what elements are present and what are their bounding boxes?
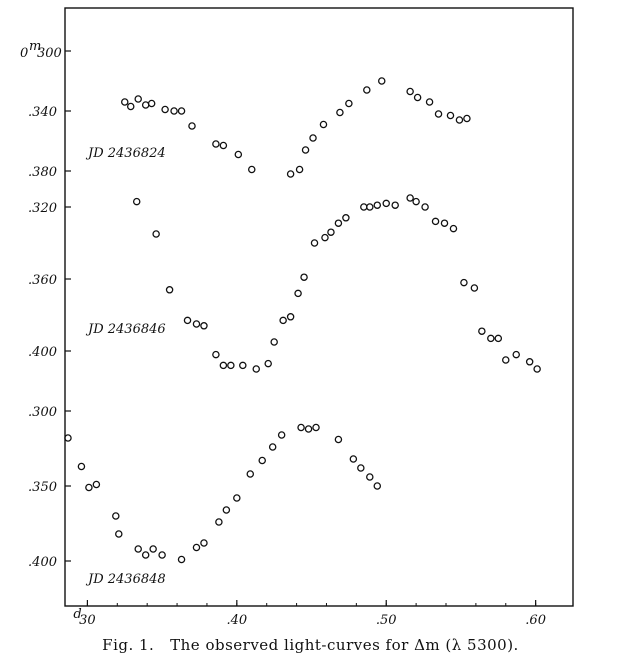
y-tick-label: .380 [28, 165, 57, 180]
figure-caption [0, 636, 621, 654]
y-tick-label: .360 [28, 273, 57, 288]
data-point [346, 100, 352, 106]
y-tick-label-prefix: 0 [20, 46, 29, 61]
data-point [86, 484, 92, 490]
data-point [495, 335, 501, 341]
y-tick-label-superscript: m [29, 39, 42, 54]
data-point [143, 552, 149, 558]
data-point [392, 202, 398, 208]
data-point [527, 359, 533, 365]
data-point [135, 546, 141, 552]
data-point [471, 285, 477, 291]
data-point [503, 357, 509, 363]
data-point [464, 115, 470, 121]
data-point [201, 323, 207, 329]
y-tick-label: .340 [28, 105, 57, 120]
data-point [213, 141, 219, 147]
x-tick-label: .40 [226, 613, 248, 628]
y-tick-label: 300 [37, 46, 62, 61]
y-tick-label: .350 [28, 480, 57, 495]
data-point [265, 361, 271, 367]
data-point [328, 229, 334, 235]
data-point [320, 121, 326, 127]
data-point [337, 109, 343, 115]
data-point [240, 362, 246, 368]
data-point [322, 235, 328, 241]
data-point [513, 352, 519, 358]
data-point [220, 142, 226, 148]
y-tick-label: .400 [28, 555, 57, 570]
data-point [193, 544, 199, 550]
data-point [432, 218, 438, 224]
data-point [301, 274, 307, 280]
data-point [335, 220, 341, 226]
data-point [534, 366, 540, 372]
x-tick-prefix: d [73, 607, 82, 622]
data-point [249, 166, 255, 172]
figure-caption-text: The observed light-curves for Δm (λ 5300). [170, 636, 519, 654]
series-labels [85, 146, 166, 587]
data-point [302, 147, 308, 153]
data-point [189, 123, 195, 129]
data-point [364, 87, 370, 93]
series-label: JD 2436846 [88, 322, 166, 337]
data-point [228, 362, 234, 368]
data-point [259, 457, 265, 463]
data-point [361, 204, 367, 210]
data-point [122, 99, 128, 105]
data-point [116, 531, 122, 537]
data-point [128, 103, 134, 109]
data-point [379, 78, 385, 84]
data-point [305, 426, 311, 432]
data-point [407, 195, 413, 201]
data-point [135, 96, 141, 102]
data-point [488, 335, 494, 341]
data-point [479, 328, 485, 334]
data-point [295, 290, 301, 296]
data-point [113, 513, 119, 519]
data-point [234, 495, 240, 501]
y-tick-label: .300 [28, 405, 57, 420]
data-point [223, 507, 229, 513]
data-point [374, 483, 380, 489]
data-point [166, 287, 172, 293]
data-point [435, 111, 441, 117]
data-point [350, 456, 356, 462]
series-label: JD 2436824 [88, 146, 166, 161]
data-point [374, 202, 380, 208]
data-point [65, 435, 71, 441]
data-point [213, 352, 219, 358]
y-tick-label: .320 [28, 201, 57, 216]
data-point [343, 215, 349, 221]
data-point [441, 220, 447, 226]
data-point [461, 280, 467, 286]
x-tick-label: 30 [79, 613, 96, 628]
data-point [280, 317, 286, 323]
data-point [184, 317, 190, 323]
data-point [178, 108, 184, 114]
data-point [271, 339, 277, 345]
data-point [93, 481, 99, 487]
data-point [311, 240, 317, 246]
data-point [407, 88, 413, 94]
data-point [279, 432, 285, 438]
data-point [149, 100, 155, 106]
data-point [162, 106, 168, 112]
series-label: JD 2436848 [88, 572, 166, 587]
data-point [298, 424, 304, 430]
data-point [426, 99, 432, 105]
data-point [193, 321, 199, 327]
data-point [456, 117, 462, 123]
data-point [134, 199, 140, 205]
data-point [216, 519, 222, 525]
data-point [159, 552, 165, 558]
data-point [288, 314, 294, 320]
data-point [413, 199, 419, 205]
data-point [150, 546, 156, 552]
data-point [178, 556, 184, 562]
data-point [143, 102, 149, 108]
x-tick-label: .60 [525, 613, 546, 628]
data-point [270, 444, 276, 450]
data-point [367, 474, 373, 480]
data-point [358, 465, 364, 471]
data-point [235, 151, 241, 157]
data-point [422, 204, 428, 210]
data-point [78, 463, 84, 469]
data-point [335, 436, 341, 442]
data-point [171, 108, 177, 114]
data-point [201, 540, 207, 546]
y-tick-label: .400 [28, 345, 57, 360]
data-point [310, 135, 316, 141]
data-point [288, 171, 294, 177]
data-point [313, 424, 319, 430]
x-tick-label: .50 [375, 613, 397, 628]
data-point [153, 231, 159, 237]
data-point [220, 362, 226, 368]
data-point [367, 204, 373, 210]
data-point [450, 226, 456, 232]
data-point [415, 94, 421, 100]
data-point [253, 366, 259, 372]
data-point [383, 200, 389, 206]
data-point [296, 166, 302, 172]
data-point [447, 112, 453, 118]
figure-number: Fig. 1. [102, 636, 155, 654]
data-point [247, 471, 253, 477]
